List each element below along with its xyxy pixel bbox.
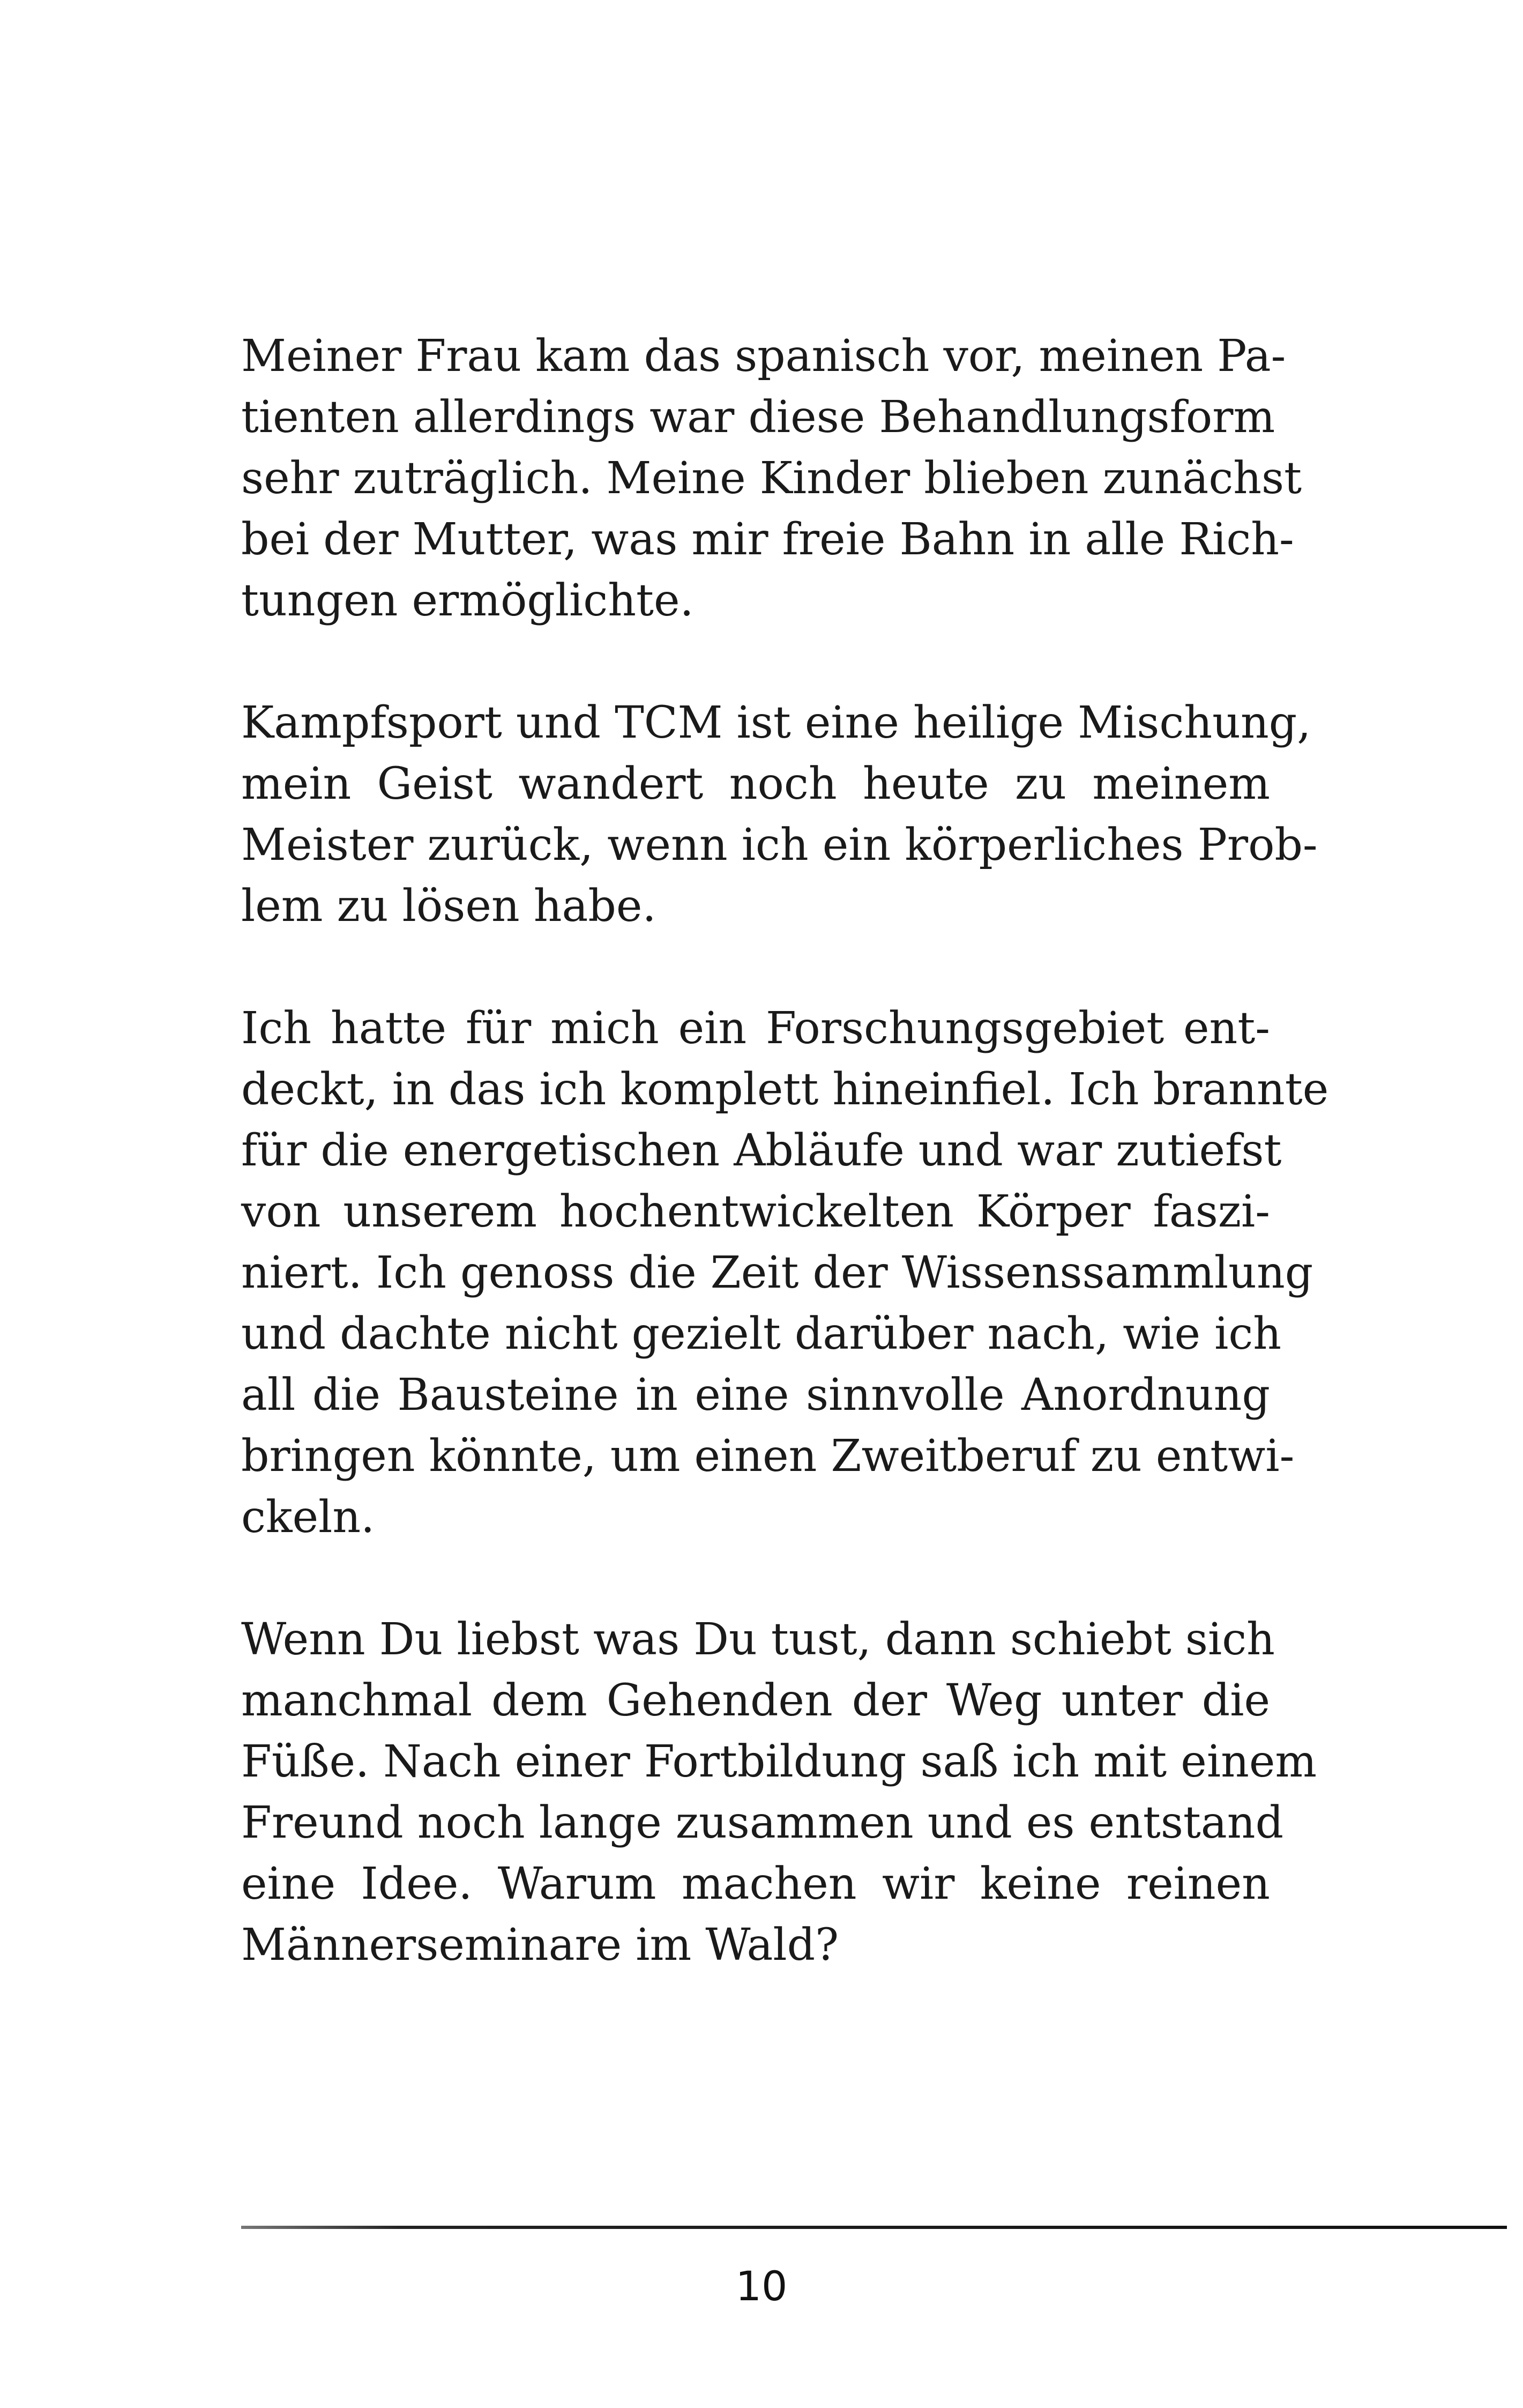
text-line: Meiner Frau kam das spanisch vor, meinen Pa- bbox=[241, 331, 1286, 382]
text-line: manchmal dem Gehenden der Weg unter die bbox=[241, 1675, 1270, 1726]
text-line: bei der Mutter, was mir freie Bahn in alle Rich- bbox=[241, 514, 1294, 565]
text-line: Männerseminare im Wald? bbox=[241, 1920, 839, 1971]
text-line: bringen könnte, um einen Zweitberuf zu entwi- bbox=[241, 1431, 1295, 1482]
text-line: und dachte nicht gezielt darüber nach, wie ich bbox=[241, 1309, 1282, 1359]
text-line: eine Idee. Warum machen wir keine reinen bbox=[241, 1859, 1270, 1909]
text-line: lem zu lösen habe. bbox=[241, 881, 656, 932]
text-line: ckeln. bbox=[241, 1492, 375, 1543]
text-line: für die energetischen Abläufe und war zutiefst bbox=[241, 1125, 1282, 1176]
text-line: Ich hatte für mich ein Forschungsgebiet ent- bbox=[241, 1003, 1270, 1054]
paragraph-1 bbox=[241, 326, 1302, 631]
paragraph-4 bbox=[241, 1609, 1317, 1976]
text-line: Freund noch lange zusammen und es entstand bbox=[241, 1797, 1284, 1848]
text-line: sehr zuträglich. Meine Kinder blieben zunächst bbox=[241, 453, 1302, 504]
page-number: 10 bbox=[735, 2262, 788, 2310]
text-line: tienten allerdings war diese Behandlungsform bbox=[241, 392, 1275, 443]
paragraph-2 bbox=[241, 693, 1318, 937]
text-line: niert. Ich genoss die Zeit der Wissenssammlung bbox=[241, 1247, 1313, 1298]
footer-divider bbox=[241, 2226, 1507, 2229]
paragraph-3 bbox=[241, 998, 1329, 1548]
text-line: Kampfsport und TCM ist eine heilige Mischung, bbox=[241, 697, 1311, 748]
text-line: Wenn Du liebst was Du tust, dann schiebt sich bbox=[241, 1614, 1275, 1665]
text-line: deckt, in das ich komplett hineinfiel. Ich brannte bbox=[241, 1064, 1329, 1115]
text-line: Meister zurück, wenn ich ein körperliches Prob- bbox=[241, 820, 1318, 871]
text-line: all die Bausteine in eine sinnvolle Anordnung bbox=[241, 1370, 1270, 1421]
text-line: von unserem hochentwickelten Körper faszi- bbox=[241, 1186, 1270, 1237]
text-line: Füße. Nach einer Fortbildung saß ich mit einem bbox=[241, 1736, 1317, 1787]
body-text bbox=[241, 326, 1329, 2037]
text-line: tungen ermöglichte. bbox=[241, 575, 694, 626]
text-line: mein Geist wandert noch heute zu meinem bbox=[241, 759, 1270, 809]
